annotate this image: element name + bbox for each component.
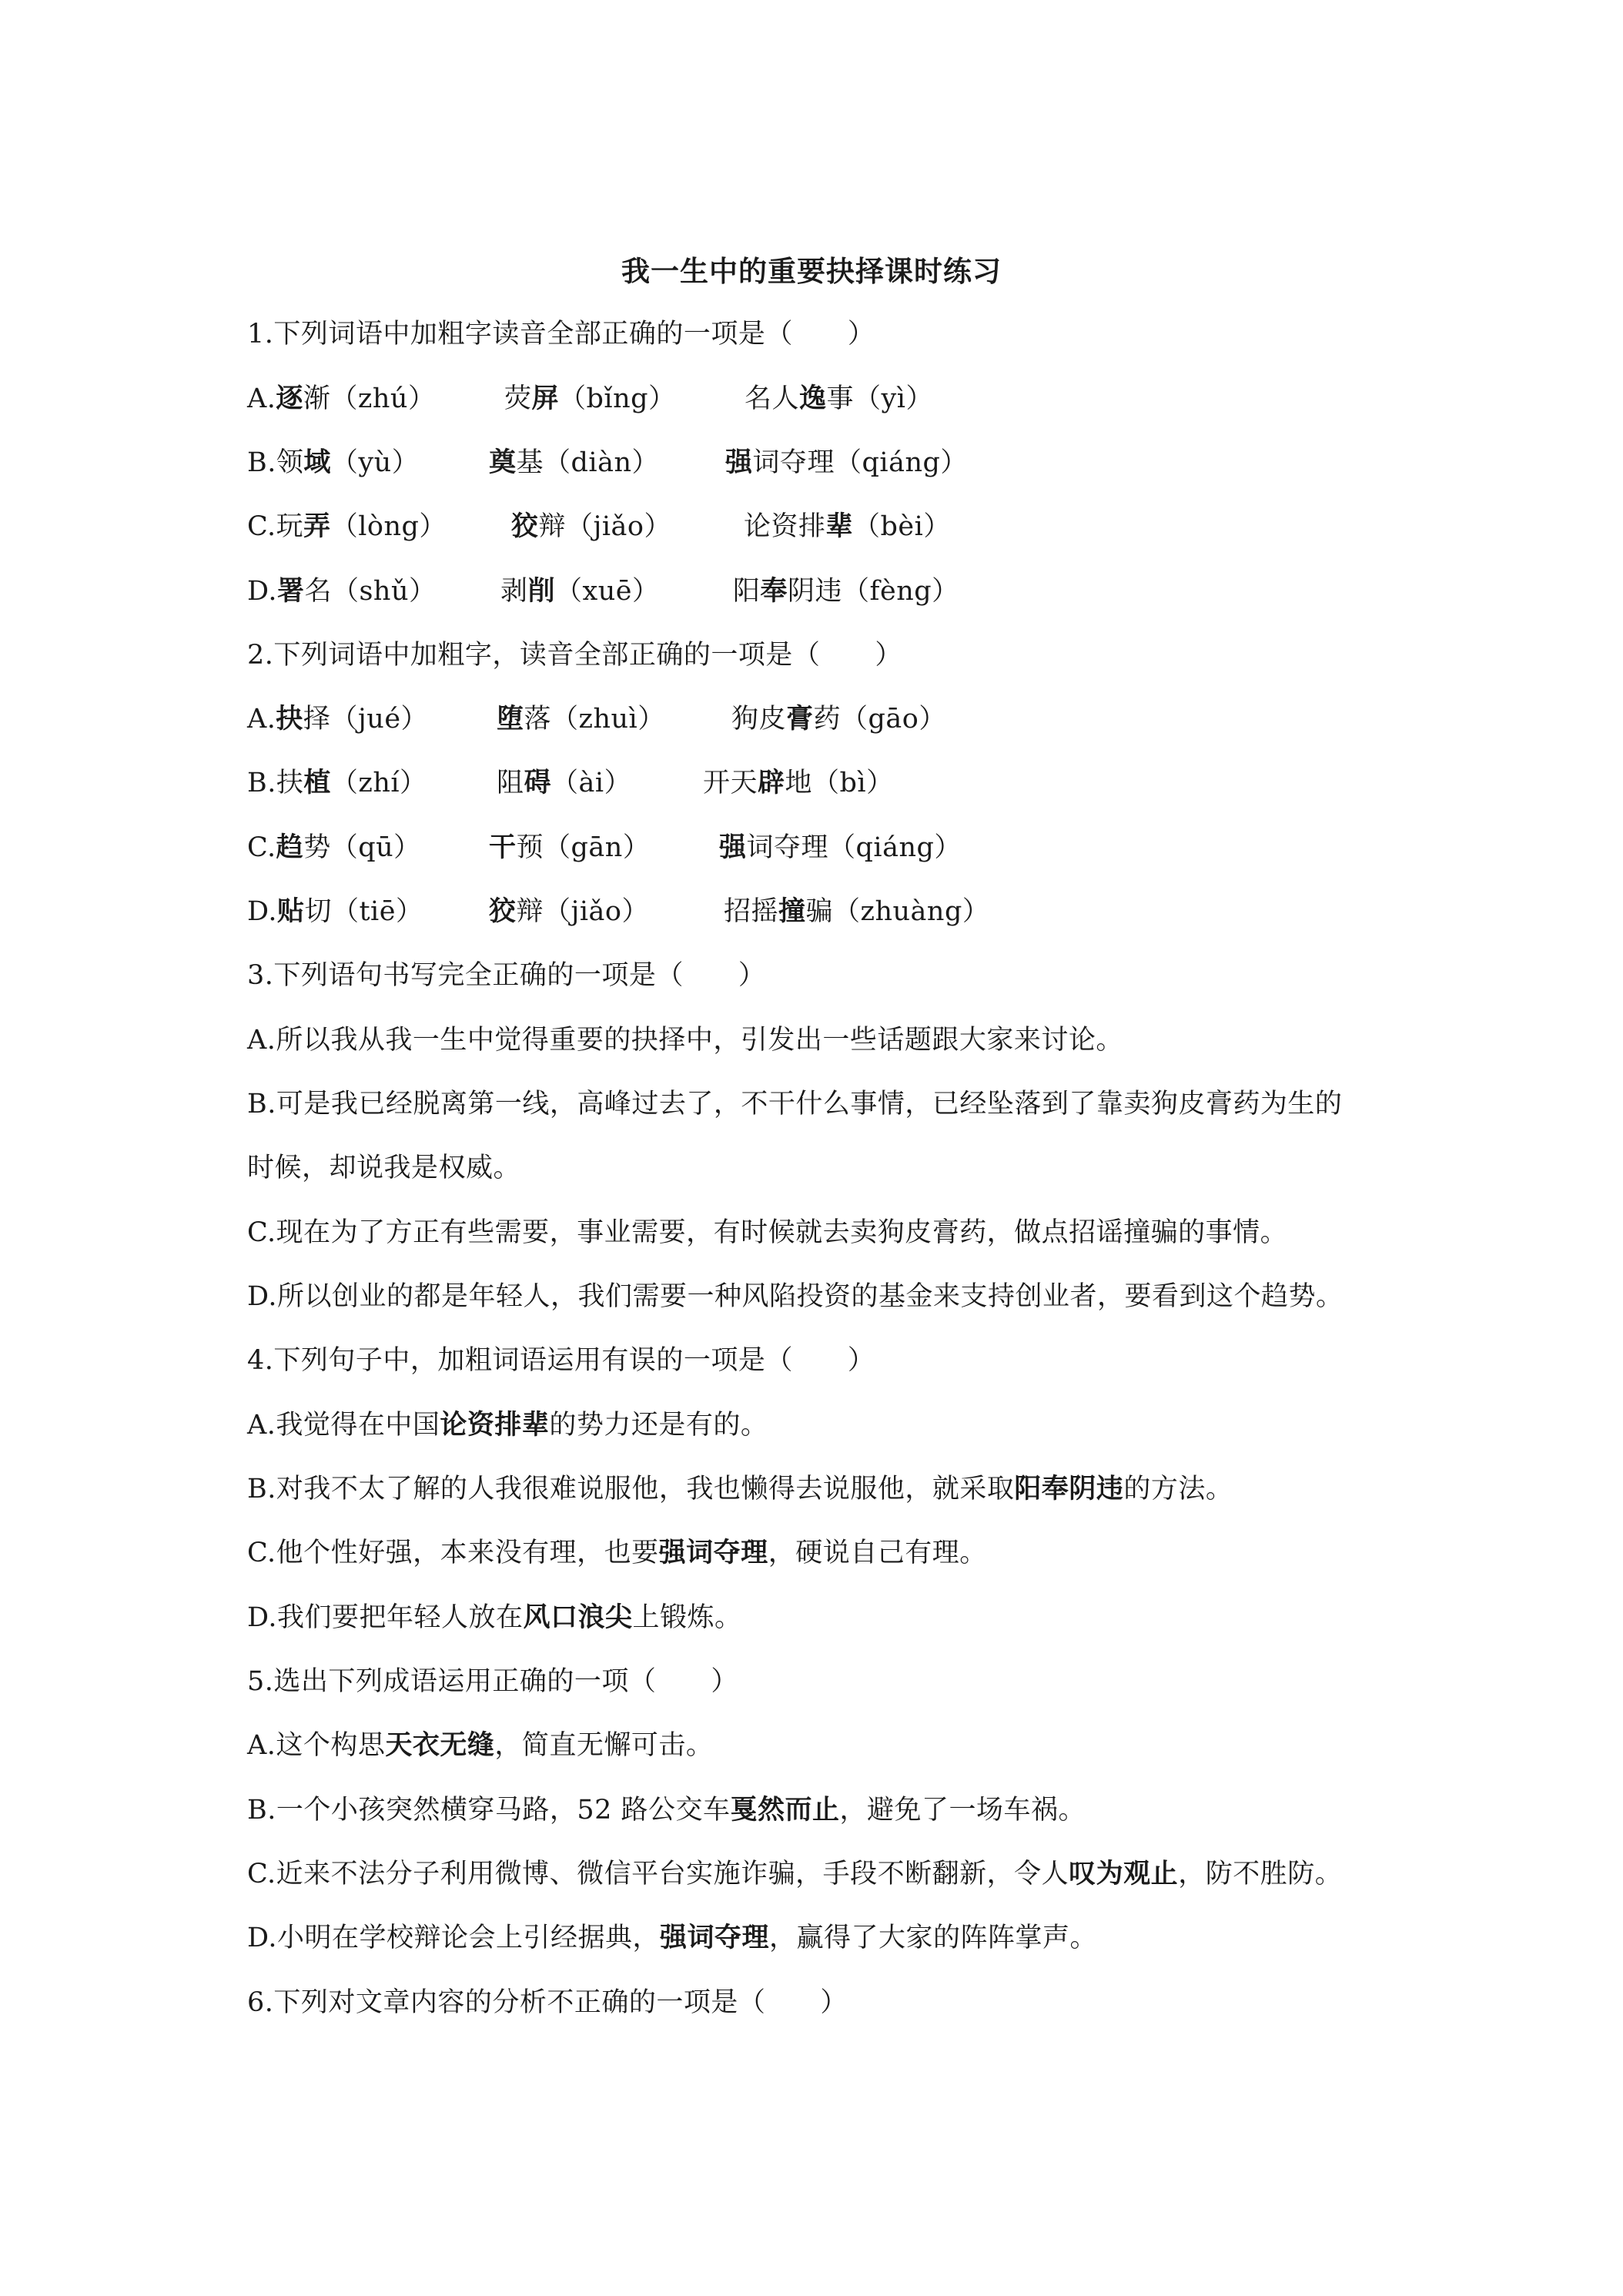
option-cell: A.抉择（jué） xyxy=(247,703,429,735)
option-cell: A.逐渐（zhú） xyxy=(247,383,436,414)
option-cell: 强词夺理（qiáng） xyxy=(725,447,968,478)
question-2-option-b xyxy=(247,764,894,802)
question-2-option-d xyxy=(247,892,989,931)
option-cell: 论资排辈（bèi） xyxy=(744,510,951,542)
option-cell: 强词夺理（qiáng） xyxy=(719,832,962,863)
question-6-stem: 6.下列对文章内容的分析不正确的一项是（ ） xyxy=(247,1987,848,2018)
bold-term: 强词夺理 xyxy=(659,1922,769,1953)
option-cell: D.署名（shǔ） xyxy=(247,575,437,607)
option-cell: 狡辩（jiǎo） xyxy=(511,510,672,542)
question-1-stem: 1.下列词语中加粗字读音全部正确的一项是（ ） xyxy=(247,319,875,350)
option-cell: B.扶植（zhí） xyxy=(247,767,427,798)
question-5-option-c: C.近来不法分子利用微博、微信平台实施诈骗，手段不断翻新，令人叹为观止，防不胜防。 xyxy=(247,1858,1343,1889)
question-3-option-b: B.可是我已经脱离第一线，高峰过去了，不干什么事情，已经坠落到了靠卖狗皮膏药为生的 xyxy=(247,1089,1343,1120)
question-1-option-d xyxy=(247,572,959,611)
option-cell: C.玩弄（lòng） xyxy=(247,510,447,542)
bold-term: 叹为观止 xyxy=(1069,1858,1179,1889)
option-cell: 开天辟地（bì） xyxy=(703,767,894,798)
bold-term: 强词夺理 xyxy=(658,1537,768,1568)
question-5-stem: 5.选出下列成语运用正确的一项（ ） xyxy=(247,1666,738,1697)
option-cell: 奠基（diàn） xyxy=(489,447,660,478)
bold-term: 阳奉阴违 xyxy=(1014,1473,1124,1504)
option-cell: 剥削（xuē） xyxy=(500,575,660,607)
option-cell: C.趋势（qū） xyxy=(247,832,421,863)
question-1-option-a xyxy=(247,380,933,418)
option-cell: 阻碍（ài） xyxy=(497,767,632,798)
option-cell: 招摇撞骗（zhuàng） xyxy=(724,895,990,927)
question-2-stem: 2.下列词语中加粗字，读音全部正确的一项是（ ） xyxy=(247,640,902,671)
option-cell: 阳奉阴违（fèng） xyxy=(733,575,959,607)
question-5-option-b: B.一个小孩突然横穿马路，52 路公交车戛然而止，避免了一场车祸。 xyxy=(247,1794,1086,1826)
question-2-option-c xyxy=(247,828,962,867)
option-cell: B.领域（yù） xyxy=(247,447,420,478)
bold-term: 天衣无缝 xyxy=(385,1729,495,1761)
option-cell: 荧屏（bǐng） xyxy=(504,383,676,414)
question-4-option-a: A.我觉得在中国论资排辈的势力还是有的。 xyxy=(247,1409,768,1441)
question-1-option-b xyxy=(247,443,968,482)
question-3-option-b-continued: 时候，却说我是权威。 xyxy=(247,1153,521,1183)
option-cell: 名人逸事（yì） xyxy=(745,383,933,414)
page-title: 我一生中的重要抉择课时练习 xyxy=(621,254,1002,288)
question-3-option-a: A.所以我从我一生中觉得重要的抉择中，引发出一些话题跟大家来讨论。 xyxy=(247,1025,1123,1056)
question-4-option-d: D.我们要把年轻人放在风口浪尖上锻炼。 xyxy=(247,1602,742,1633)
option-cell: 干预（gān） xyxy=(489,832,651,863)
question-1-option-c xyxy=(247,507,951,546)
option-cell: 狗皮膏药（gāo） xyxy=(731,703,946,735)
question-3-stem: 3.下列语句书写完全正确的一项是（ ） xyxy=(247,960,766,991)
bold-term: 论资排辈 xyxy=(440,1409,550,1441)
question-4-option-b: B.对我不太了解的人我很难说服他，我也懒得去说服他，就采取阳奉阴违的方法。 xyxy=(247,1473,1233,1504)
question-4-stem: 4.下列句子中，加粗词语运用有误的一项是（ ） xyxy=(247,1345,875,1376)
question-2-option-a xyxy=(247,700,946,738)
question-4-option-c: C.他个性好强，本来没有理，也要强词夺理，硬说自己有理。 xyxy=(247,1537,987,1568)
question-5-option-a: A.这个构思天衣无缝，简直无懈可击。 xyxy=(247,1729,714,1761)
question-5-option-d: D.小明在学校辩论会上引经据典，强词夺理，赢得了大家的阵阵掌声。 xyxy=(247,1922,1097,1953)
option-cell: 堕落（zhuì） xyxy=(497,703,665,735)
option-cell: 狡辩（jiǎo） xyxy=(489,895,650,927)
bold-term: 戛然而止 xyxy=(730,1794,840,1826)
bold-term: 风口浪尖 xyxy=(523,1602,633,1633)
question-3-option-c: C.现在为了方正有些需要，事业需要，有时候就去卖狗皮膏药，做点招谣撞骗的事情。 xyxy=(247,1217,1288,1248)
option-cell: D.贴切（tiē） xyxy=(247,895,423,927)
question-3-option-d: D.所以创业的都是年轻人，我们需要一种风陷投资的基金来支持创业者，要看到这个趋势。 xyxy=(247,1281,1344,1312)
